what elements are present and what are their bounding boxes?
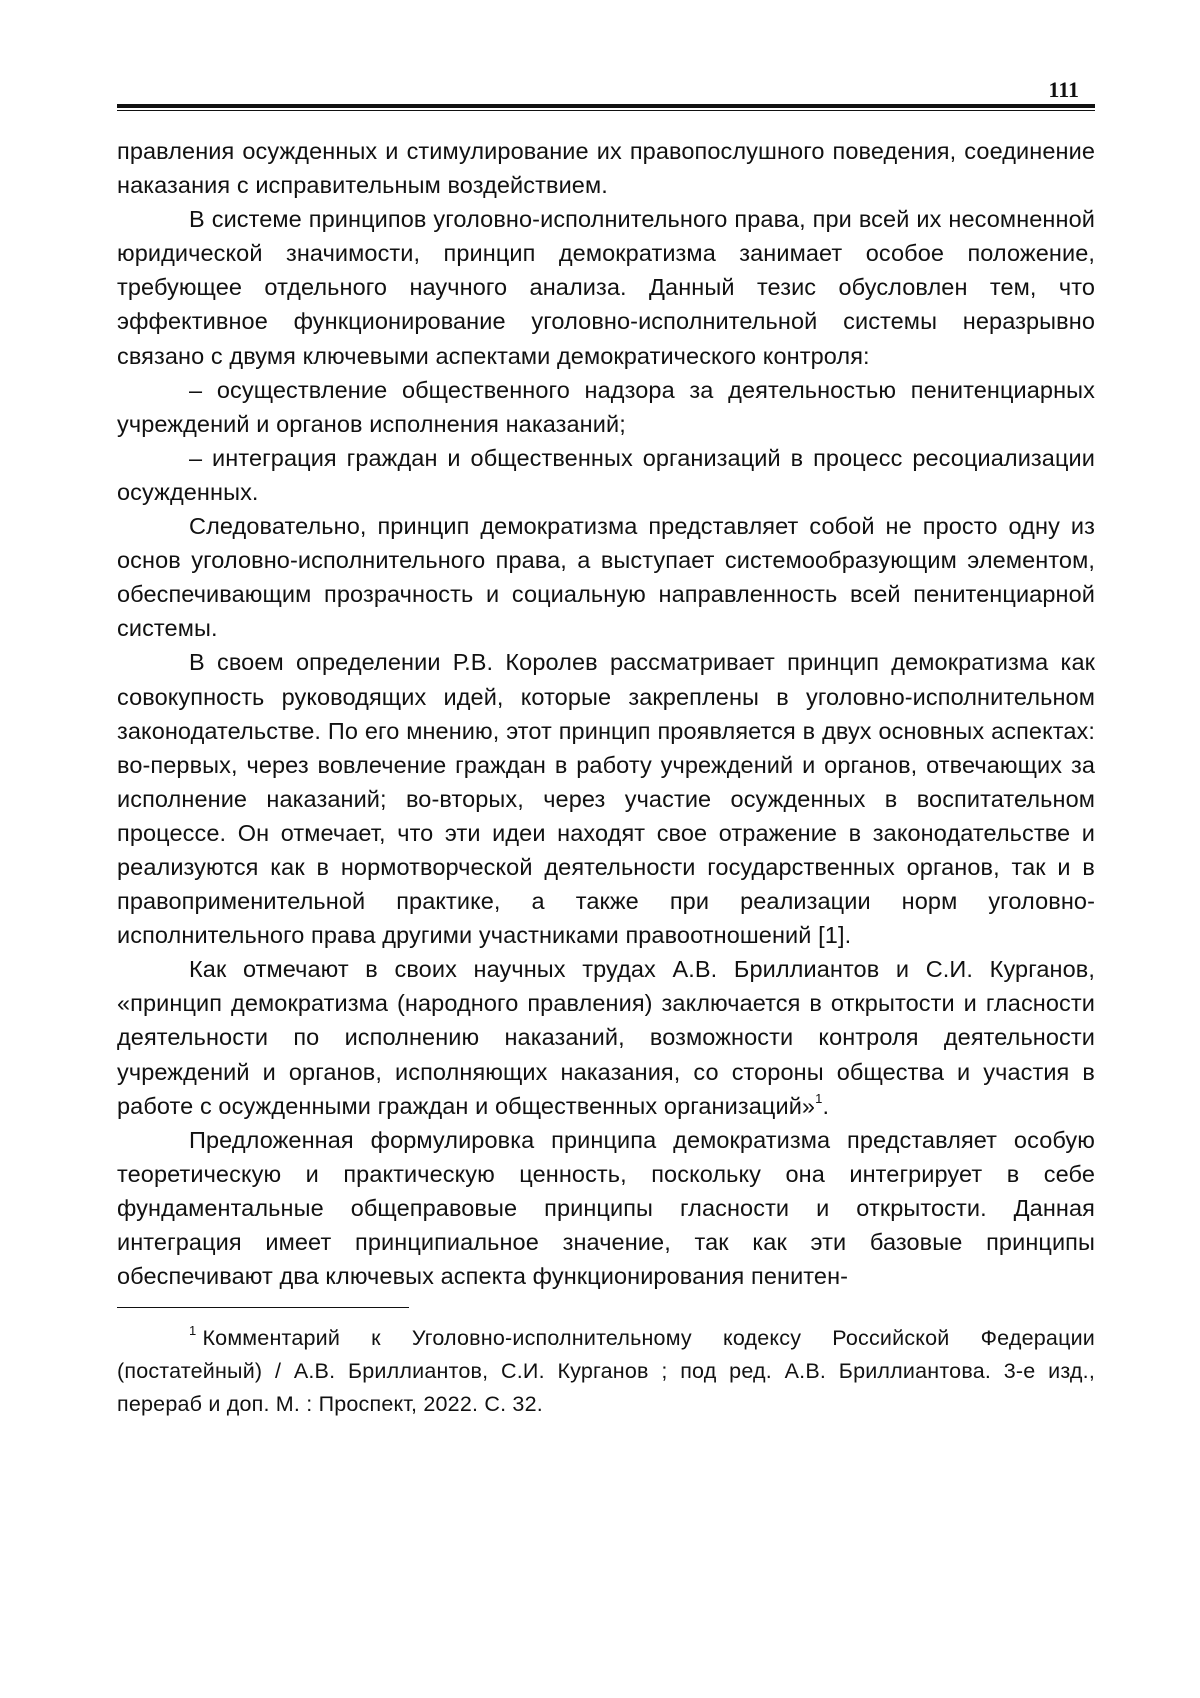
- list-item: – осуществление общественного надзора за деятельностью пенитенциарных учреждений и органов исполнения наказаний;: [117, 376, 1095, 437]
- header-rule-thin: [117, 110, 1095, 111]
- page-header: [117, 70, 1095, 112]
- footnote-separator: [117, 1307, 409, 1308]
- paragraph: Следовательно, принцип демократизма представляет собой не просто одну из основ уголовно-исполнительного права, а выступает системообразующим элементом, обеспечивающим прозрачность и социальную направленность всей пенитенциарной системы.: [117, 513, 1095, 642]
- book-page: [117, 70, 1095, 1421]
- footnote-marker: 1: [189, 1323, 197, 1339]
- header-rule-thick: [117, 104, 1095, 108]
- list-item: – интеграция граждан и общественных организаций в процесс ресоциализации осужденных.: [117, 444, 1095, 505]
- quote-end: .: [822, 1092, 830, 1119]
- paragraph-with-footnote: [117, 952, 1095, 1122]
- paragraph: Предложенная формулировка принципа демократизма представляет особую теоретическую и практическую ценность, поскольку она интегрирует в себе фундаментальные общеправовые принципы гласности и открытости. Данная интеграция имеет принципиальное значение, так как эти базовые принципы обеспечивают два ключевых аспекта функционирования пенитен-: [117, 1126, 1095, 1290]
- paragraph: В системе принципов уголовно-исполнительного права, при всей их несомненной юридической значимости, принцип демократизма занимает особое положение, требующее отдельного научного анализа. Данный тезис обусловлен тем, что эффективное функционирование уголовно-исполнительной системы неразрывно связано с двумя ключевыми аспектами демократического контроля:: [117, 206, 1095, 369]
- body-text: [117, 134, 1095, 1293]
- footnote: [117, 1322, 1095, 1421]
- page-number: 111: [1048, 77, 1079, 102]
- footnote-text: Комментарий к Уголовно-исполнительному кодексу Российской Федерации (постатейный) / А.В. Бриллиантов, С.И. Курганов ; под ред. А.В. Бриллиантова. 3-е изд., перераб и доп. М. : Проспект, 2022. С. 32.: [117, 1326, 1095, 1417]
- quote-text: Как отмечают в своих научных трудах А.В. Бриллиантов и С.И. Курганов, «принцип демократизма (народного правления) заключается в открытости и гласности деятельности по исполнению наказаний, возможности контроля деятельности учреждений и органов, исполняющих наказания, со стороны общества и участия в работе с осужденными граждан и общественных организаций»: [117, 956, 1095, 1119]
- footnote-reference: 1: [815, 1090, 823, 1106]
- paragraph: В своем определении Р.В. Королев рассматривает принцип демократизма как совокупность руководящих идей, которые закреплены в уголовно-исполнительном законодательстве. По его мнению, этот принцип проявляется в двух основных аспектах: во-первых, через вовлечение граждан в работу учреждений и органов, отвечающих за исполнение наказаний; во-вторых, через участие осужденных в воспитательном процессе. Он отмечает, что эти идеи находят свое отражение в законодательстве и реализуются как в нормотворческой деятельности государственных органов, так и в правоприменительной практике, а также при реализации норм уголовно-исполнительного права другими участниками правоотношений [1].: [117, 649, 1095, 949]
- paragraph-continuation: правления осужденных и стимулирование их правопослушного поведения, соединение наказания с исправительным воздействием.: [117, 138, 1095, 199]
